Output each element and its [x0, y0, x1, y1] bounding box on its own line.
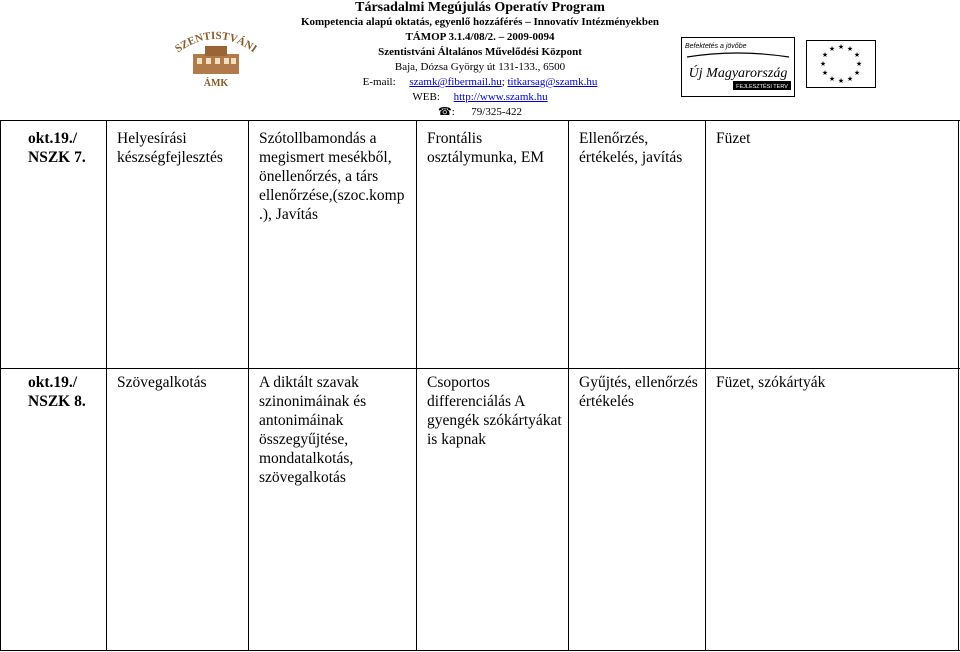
svg-text:★: ★ [828, 45, 836, 53]
lesson-plan-table [0, 120, 960, 651]
table-row-2-assessment: Gyűjtés, ellenőrzés értékelés [579, 374, 698, 410]
page-header [0, 0, 960, 116]
eu-flag-icon [806, 40, 876, 88]
logo-left-bottom-text: ÁMK [203, 78, 229, 89]
table-row-2-work-form: Csoportos differenciálás A gyengék szókártyákat is kapnak [427, 374, 562, 448]
email-line [290, 75, 670, 90]
table-row-1-activity: Szótollbamondás a megismert mesékből, önellenőrzés, a társ ellenőrzése,(szoc.komp .), Javítás [259, 130, 405, 223]
institution-address: Baja, Dózsa György út 131-133., 6500 [394, 61, 566, 73]
svg-text:★: ★ [821, 69, 829, 77]
email-link-1[interactable]: szamk@fibermail.hu [409, 76, 502, 88]
table-row-2-activity: A diktált szavak szinonimáinak és antonimáinak összegyűjtése, mondatalkotás, szövegalkotás [259, 374, 367, 486]
table-row-1-work-form: Frontális osztálymunka, EM [427, 130, 545, 166]
svg-text:★: ★ [846, 45, 854, 53]
phone-line [290, 105, 670, 120]
svg-text:★: ★ [821, 51, 829, 59]
table-row-2-date: okt.19./ NSZK 8. [28, 374, 86, 410]
svg-text:★: ★ [855, 60, 863, 68]
tamop-code: TÁMOP 3.1.4/08/2. – 2009-0094 [405, 31, 555, 43]
uj-magyarorszag-logo [681, 37, 795, 97]
table-row-1-tools: Füzet [716, 130, 751, 147]
table-row-2-tools: Füzet, szókártyák [716, 374, 826, 391]
svg-text:★: ★ [819, 60, 827, 68]
institution-name: Szentistváni Általános Művelődési Központ [378, 46, 582, 58]
table-row-1-date: okt.19./ NSZK 7. [28, 130, 86, 166]
phone-number: 79/325-422 [471, 106, 522, 118]
logo-ujm-main-text: Új Magyarország [688, 66, 788, 81]
svg-text:★: ★ [853, 51, 861, 59]
program-subtitle: Kompetencia alapú oktatás, egyenlő hozzáférés – Innovatív Intézményekben [300, 16, 660, 28]
email-label: E-mail: [362, 76, 396, 88]
table-row-2-topic: Szövegalkotás [117, 374, 207, 391]
web-link[interactable]: http://www.szamk.hu [453, 91, 548, 103]
email-link-2[interactable]: titkarsag@szamk.hu [507, 76, 598, 88]
logo-left-top-text: ZENTISTVÁN [178, 29, 255, 53]
email-separator: ; [501, 76, 508, 88]
web-line [290, 90, 670, 105]
phone-icon: ☎ [438, 106, 452, 118]
program-title: Társadalmi Megújulás Operatív Program [355, 0, 605, 15]
table-row-1-assessment: Ellenőrzés, értékelés, javítás [579, 130, 683, 166]
svg-text:★: ★ [828, 75, 836, 83]
phone-colon: : [451, 106, 455, 118]
svg-text:★: ★ [853, 69, 861, 77]
logo-ujm-sub-text: FEJLESZTÉSI TERV [736, 84, 788, 90]
header-text-block [290, 0, 670, 120]
web-label: WEB: [412, 91, 440, 103]
logo-ujm-small-text: Befektetés a jövőbe [685, 43, 747, 50]
svg-text:★: ★ [846, 75, 854, 83]
school-logo [175, 28, 257, 90]
svg-text:★: ★ [837, 43, 845, 51]
svg-text:★: ★ [837, 77, 845, 85]
table-row-1-topic: Helyesírási készségfejlesztés [117, 130, 223, 166]
